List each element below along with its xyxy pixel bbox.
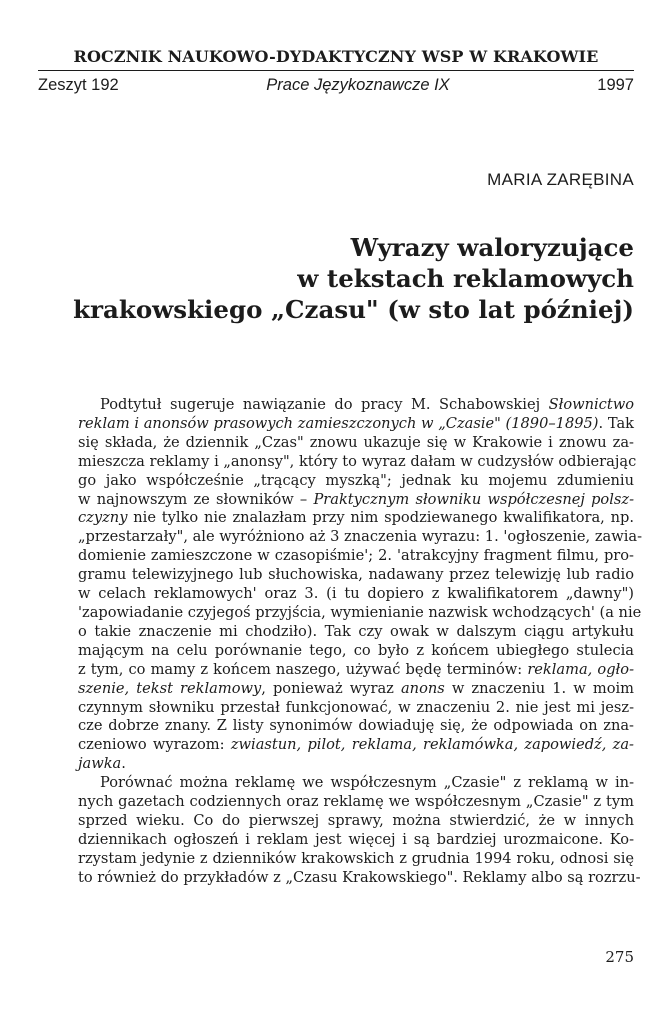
header-rule xyxy=(38,70,634,71)
body-line: reklam i anonsów prasowych zamieszczonych w „Czasie" (1890–1895). Tak xyxy=(78,414,634,432)
issue-number: Zeszyt 192 xyxy=(38,76,119,94)
body-line: o takie znaczenie mi chodziło). Tak czy owak w dalszym ciągu artykułu xyxy=(78,622,634,640)
issue-line xyxy=(38,76,634,95)
body-line: cze dobrze znany. Z listy synonimów dowiaduję się, że odpowiada on zna- xyxy=(78,717,634,735)
body-line: mającym na celu porównanie tego, co było z końcem ubiegłego stulecia xyxy=(78,641,634,659)
body-line: nych gazetach codziennych oraz reklamę we współczesnym „Czasie" z tym xyxy=(78,793,634,811)
article-body xyxy=(78,396,642,888)
body-line: domienie zamieszczone w czasopiśmie'; 2. 'atrakcyjny fragment filmu, pro- xyxy=(78,547,634,565)
body-line: czynnym słowniku przestał funkcjonować, w znaczeniu 2. nie jest mi jesz- xyxy=(78,698,634,716)
body-line: rzystam jedynie z dzienników krakowskich z grudnia 1994 roku, odnosi się xyxy=(78,849,634,867)
title-line: krakowskiego „Czasu" (w sto lat później) xyxy=(73,295,634,324)
body-line: go jako współcześnie „trącący myszką"; jednak ku mojemu zdumieniu xyxy=(78,471,634,489)
body-line: dziennikach ogłoszeń i reklam jest więcej i są bardziej urozmaicone. Ko- xyxy=(78,830,634,848)
body-line: z tym, co mamy z końcem naszego, używać będę terminów: reklama, ogło- xyxy=(78,660,635,678)
page-number: 275 xyxy=(605,948,634,966)
body-line: Podtytuł sugeruje nawiązanie do pracy M. Schabowskiej Słownictwo xyxy=(100,396,634,413)
title-line: Wyrazy waloryzujące xyxy=(350,233,634,262)
body-line: czyzny nie tylko nie znalazłam przy nim spodziewanego kwalifikatora, np. xyxy=(78,509,634,527)
journal-name: ROCZNIK NAUKOWO-DYDAKTYCZNY WSP W KRAKOWIE xyxy=(73,47,599,66)
author-name: MARIA ZARĘBINA xyxy=(487,170,634,189)
body-line: w celach reklamowych' oraz 3. (i tu dopiero z kwalifikatorem „dawny") xyxy=(78,585,634,603)
title-line: w tekstach reklamowych xyxy=(297,264,634,293)
body-line: szenie, tekst reklamowy, ponieważ wyraz anons w znaczeniu 1. w moim xyxy=(78,679,634,697)
series-name: Prace Językoznawcze IX xyxy=(266,76,450,94)
body-line: to również do przykładów z „Czasu Krakowskiego". Reklamy albo są rozrzu- xyxy=(78,868,641,886)
body-line: jawka. xyxy=(78,755,126,773)
body-line: czeniowo wyrazom: zwiastun, pilot, reklama, reklamówka, zapowiedź, za- xyxy=(78,736,634,754)
article-title xyxy=(38,232,634,325)
body-line: „przestarzały", ale wyróżniono aż 3 znaczenia wyrazu: 1. 'ogłoszenie, zawia- xyxy=(78,528,642,546)
body-line: w najnowszym ze słowników – Praktycznym słowniku współczesnej polsz- xyxy=(78,490,634,508)
body-line: mieszcza reklamy i „anonsy", który to wyraz dałam w cudzysłów odbierając xyxy=(78,452,637,470)
body-line: 'zapowiadanie czyjegoś przyjścia, wymienianie nazwisk wchodzących' (a nie xyxy=(78,603,642,621)
body-line: gramu telewizyjnego lub słuchowiska, nadawany przez telewizję lub radio xyxy=(78,566,634,584)
body-line: sprzed wieku. Co do pierwszej sprawy, można stwierdzić, że w innych xyxy=(78,811,634,829)
issue-year: 1997 xyxy=(597,76,634,94)
body-line: się składa, że dziennik „Czas" znowu ukazuje się w Krakowie i znowu za- xyxy=(78,433,634,451)
body-line: Porównać można reklamę we współczesnym „Czasie" z reklamą w in- xyxy=(100,774,634,792)
